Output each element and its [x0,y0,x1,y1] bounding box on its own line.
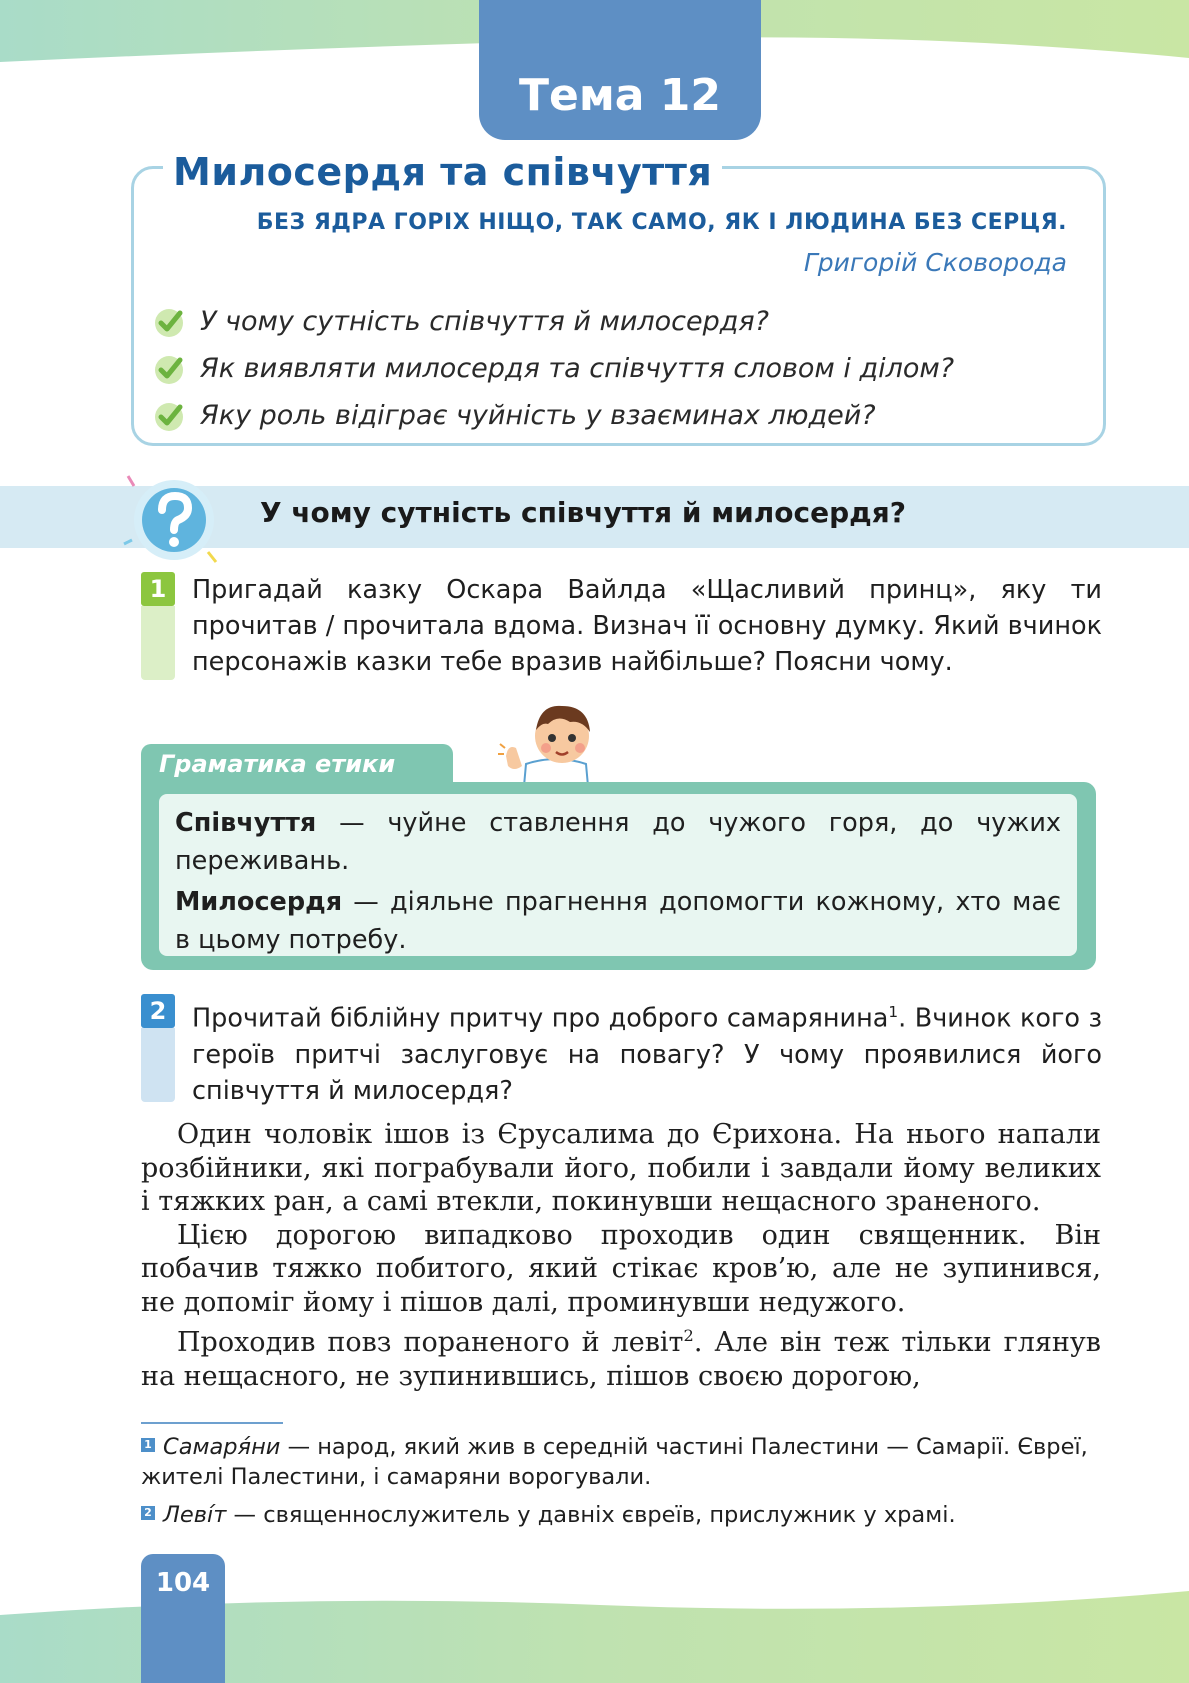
task-bar [141,606,175,680]
task-number: 1 [141,572,175,606]
footnote-mark: 2 [141,1506,155,1520]
question-mark-icon [118,470,230,570]
section-title: У чому сутність співчуття й милосердя? [260,496,906,529]
footnote [141,1432,1101,1492]
theme-label: Тема 12 [518,70,722,121]
footnote-ref: 1 [888,1003,899,1021]
definition-text: — чуйне ставлення до чужого горя, до чужих переживань. [175,808,1061,876]
theme-tab [479,0,761,140]
footnote-text: — священнослужитель у давніх євреїв, прислужник у храмі. [226,1502,956,1528]
definition-term: Співчуття [175,808,317,838]
task-2 [141,994,1101,1104]
task-bar [141,1028,175,1102]
grammar-content [159,794,1077,956]
footnote [141,1500,1101,1530]
task-number: 2 [141,994,175,1028]
definition-text: — діяльне прагнення допомогти кожному, хто має в цьому потребу. [175,887,1061,955]
definition [175,883,1061,959]
task-text-part: Прочитай біблійну притчу про доброго самарянина [192,1003,889,1034]
check-icon [152,353,186,385]
key-question-text: Як виявляти милосердя та співчуття словом і ділом? [200,353,955,384]
task-text: Пригадай казку Оскара Вайлда «Щасливий принц», яку ти прочитав / прочитала вдома. Визнач її основну думку. Який вчинок персонажів казки тебе вразив найбільше? Поясни чому. [192,575,1102,677]
grammar-box [141,782,1096,970]
definition-term: Милосердя [175,887,343,917]
key-question [152,345,954,392]
check-icon [152,400,186,432]
key-question-text: Яку роль відіграє чуйність у взаєминах людей? [200,400,876,431]
epigraph-author: Григорій Сковорода [803,248,1067,277]
parable-text-part: Проходив повз пораненого й левіт [177,1327,684,1358]
footnote-divider [141,1422,283,1424]
task-text [192,994,1102,1109]
parable-text [141,1118,1101,1393]
task-1 [141,572,1101,682]
key-question [152,298,954,345]
parable-paragraph: Цією дорогою випадково проходив один священник. Він побачив тяжко побитого, який стікає кров’ю, але не зупинився, не допоміг йому і пішов далі, проминувши недужого. [141,1219,1101,1318]
key-question-text: У чому сутність співчуття й милосердя? [200,306,769,337]
footnote-text: — народ, який жив в середній частині Палестини — Самарії. Євреї, жителі Палестини, і самаряни ворогували. [141,1434,1088,1490]
lesson-title: Милосердя та співчуття [163,150,722,194]
boy-illustration [496,694,616,786]
check-icon [152,306,186,338]
footnote-term: Самаря́ни [163,1434,281,1460]
parable-text-part: . Але він теж тільки глянув на нещасного, не зупинившись, пішов своєю дорогою, [141,1327,1101,1392]
task-text-part: . Вчинок кого з героїв притчі заслуговує на повагу? У чому проявилися його співчуття й милосердя? [192,1003,1102,1106]
grammar-tab: Граматика етики [141,744,453,784]
footnote-term: Леві́т [163,1502,227,1528]
definition [175,804,1061,880]
footnote-mark: 1 [141,1438,155,1452]
epigraph: БЕЗ ЯДРА ГОРІХ НІЩО, ТАК САМО, ЯК І ЛЮДИНА БЕЗ СЕРЦЯ. [256,210,1067,235]
key-questions [152,298,954,439]
footnote-ref: 2 [683,1326,694,1345]
page-number: 104 [141,1554,225,1683]
parable-paragraph [141,1319,1101,1393]
parable-paragraph: Один чоловік ішов із Єрусалима до Єрихона. На нього напали розбійники, які пограбували його, побили і завдали йому великих і тяжких ран, а самі втекли, покинувши нещасного зраненого. [141,1119,1101,1217]
key-question [152,392,954,439]
